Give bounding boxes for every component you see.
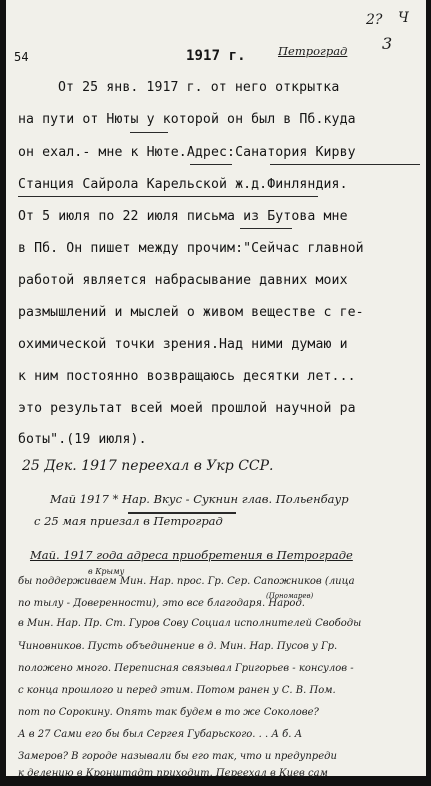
handwritten-line: пот по Сорокину. Опять так будем в то же Соколове? — [18, 707, 319, 718]
handwritten-line: Замеров? В городе называли бы его так, что и предупреди — [18, 751, 337, 762]
corner-mark-c: 3 — [382, 34, 393, 53]
handwritten-line: с конца прошлого и перед этим. Потом ранен у С. В. Пом. — [18, 685, 336, 696]
page-title: 1917 г. — [186, 48, 246, 64]
typed-line: размышлений и мыслей о живом веществе с ге- — [18, 305, 364, 320]
typed-line: к ним постоянно возвращаюсь десятки лет... — [18, 369, 356, 384]
typed-line: это результат всей моей прошлой научной ра — [18, 401, 356, 416]
handwritten-line: 25 Дек. 1917 переехал в Укр ССР. — [22, 458, 274, 474]
typed-line: охимической точки зрения.Над ними думаю и — [18, 337, 348, 352]
typed-line: работой является набрасывание давних моих — [18, 273, 348, 288]
underline — [270, 164, 420, 165]
typed-line: на пути от Нюты у которой он был в Пб.куда — [18, 112, 356, 127]
underline — [190, 164, 232, 165]
handwritten-line: в Мин. Нар. Пр. Ст. Гуров Сову Социал исполнителей Свободы — [18, 618, 362, 629]
handwritten-line: Чиновников. Пусть объединение в д. Мин. Нар. Пусов у Гр. — [18, 641, 338, 652]
underline — [128, 512, 236, 514]
page-number: 54 — [14, 50, 29, 64]
typed-line: боты".(19 июля). — [18, 432, 147, 447]
scan-edge-right — [426, 0, 431, 786]
typed-line: От 25 янв. 1917 г. от него открытка — [58, 80, 340, 95]
typed-line: в Пб. Он пишет между прочим:"Сейчас главной — [18, 241, 364, 256]
typed-line: От 5 июля по 22 июля письма из Бутова мне — [18, 209, 348, 224]
scan-edge-left — [0, 0, 6, 786]
underline — [240, 228, 292, 229]
corner-mark-a: 2? — [366, 12, 383, 28]
place-note: Петроград — [278, 44, 348, 58]
handwritten-line: с 25 мая приезал в Петроград — [34, 514, 223, 528]
typed-line: Станция Сайрола Карельской ж.д.Финляндия. — [18, 177, 348, 192]
typed-line: он ехал.- мне к Нюте.Адрес:Санатория Кирву — [18, 145, 356, 160]
handwritten-line: к делению в Кронштадт приходит. Переехал в Киев сам — [18, 768, 328, 779]
handwritten-line: по тылу - Доверенности), это все благодаря. Народ. — [18, 598, 305, 609]
handwritten-insert: (Пономарев) — [266, 592, 314, 600]
handwritten-line: бы поддерживаем Мин. Нар. прос. Гр. Сер. Сапожников (лица — [18, 576, 355, 587]
handwritten-line: положено много. Переписная связывал Григорьев - консулов - — [18, 663, 354, 674]
underline — [18, 196, 318, 197]
handwritten-line: Май. 1917 года адреса приобретения в Петрограде — [30, 548, 353, 562]
corner-mark-b: Ч — [398, 10, 409, 26]
handwritten-line: Май 1917 * Нар. Вкус - Сукнин глав. Польенбаур — [50, 492, 349, 506]
handwritten-insert: в Крыму — [88, 567, 125, 576]
underline — [130, 132, 168, 133]
handwritten-line: А в 27 Сами его бы был Сергея Губарьского. . . А б. А — [18, 729, 303, 740]
